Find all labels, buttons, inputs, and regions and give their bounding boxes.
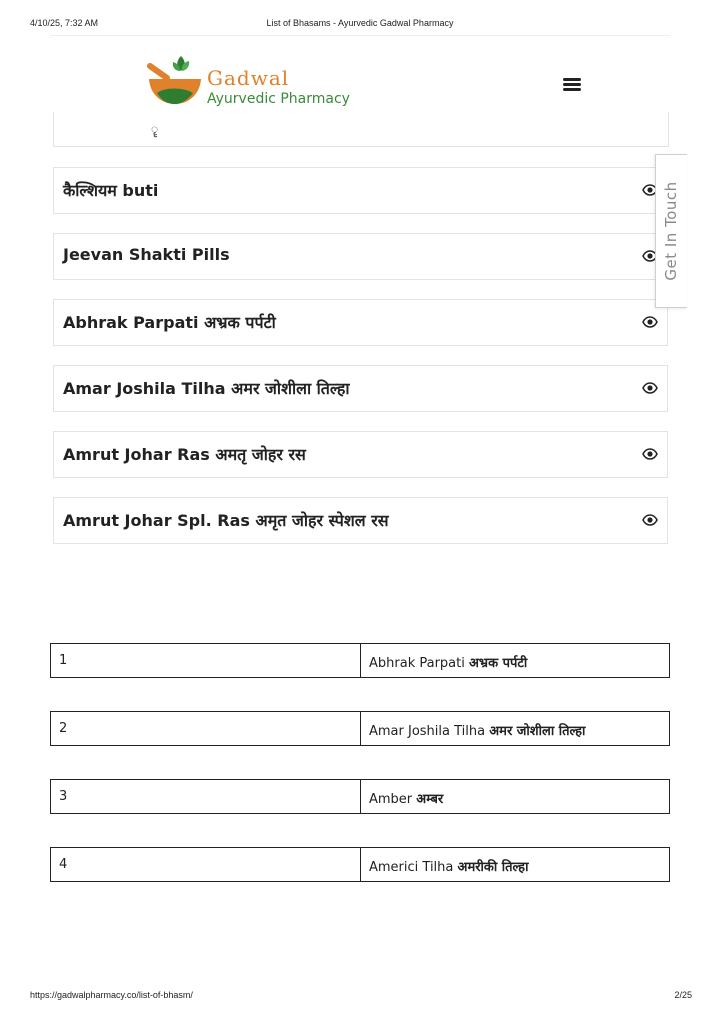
- eye-icon[interactable]: [642, 512, 658, 528]
- row-name-en: Americi Tilha: [369, 860, 454, 875]
- row-number-cell: [51, 644, 361, 677]
- row-name-en: Amar Joshila Tilha: [369, 724, 486, 739]
- print-footer: [0, 990, 720, 1006]
- table-row: [50, 779, 670, 814]
- list-item-partial: ॄ: [53, 112, 669, 147]
- eye-icon[interactable]: [642, 380, 658, 396]
- row-name-hi: अम्बर: [416, 792, 444, 807]
- row-name-hi: अभ्रक पर्पटी: [469, 656, 528, 671]
- row-name-cell: [369, 653, 527, 671]
- print-datetime: 4/10/25, 7:32 AM: [30, 18, 99, 28]
- product-item[interactable]: [53, 233, 668, 280]
- table-row: [50, 847, 670, 882]
- row-name-cell: [369, 789, 443, 807]
- page-number: 2/25: [674, 990, 692, 1000]
- row-number: 1: [59, 653, 68, 668]
- row-number: 4: [59, 857, 68, 872]
- product-item[interactable]: [53, 167, 668, 214]
- row-number: 2: [59, 721, 68, 736]
- get-in-touch-tab[interactable]: [655, 154, 687, 308]
- product-item[interactable]: [53, 497, 668, 544]
- product-label: Abhrak Parpati अभ्रक पर्पटी: [63, 313, 276, 332]
- row-number-cell: [51, 848, 361, 881]
- row-name-cell: [369, 721, 585, 739]
- row-number-cell: [51, 780, 361, 813]
- row-name-en: Amber: [369, 792, 413, 807]
- header-divider: [50, 35, 670, 36]
- row-name-en: Abhrak Parpati: [369, 656, 465, 671]
- table-row: [50, 643, 670, 678]
- product-label: कैल्शियम buti: [63, 181, 159, 200]
- product-label: Amar Joshila Tilha अमर जोशीला तिल्हा: [63, 379, 350, 398]
- hamburger-icon[interactable]: [563, 78, 581, 92]
- print-page-title: List of Bhasams - Ayurvedic Gadwal Pharmacy: [266, 18, 454, 28]
- print-header: [0, 14, 720, 30]
- row-number: 3: [59, 789, 68, 804]
- get-in-touch-label: Get In Touch: [662, 181, 680, 281]
- eye-icon[interactable]: [642, 446, 658, 462]
- product-item[interactable]: [53, 431, 668, 478]
- product-label: Jeevan Shakti Pills: [63, 245, 230, 264]
- brand-subtitle: Ayurvedic Pharmacy: [207, 91, 350, 107]
- row-name-hi: अमर जोशीला तिल्हा: [489, 724, 586, 739]
- product-label: Amrut Johar Spl. Ras अमृत जोहर स्पेशल रस: [63, 511, 389, 530]
- mortar-leaf-logo-icon: [145, 52, 205, 112]
- row-number-cell: [51, 712, 361, 745]
- table-row: [50, 711, 670, 746]
- site-logo[interactable]: [145, 52, 360, 112]
- page-url: https://gadwalpharmacy.co/list-of-bhasm/: [30, 990, 193, 1000]
- brand-name: Gadwal: [207, 66, 290, 90]
- row-name-cell: [369, 857, 528, 875]
- eye-icon[interactable]: [642, 314, 658, 330]
- product-item[interactable]: [53, 299, 668, 346]
- product-item[interactable]: [53, 365, 668, 412]
- row-name-hi: अमरीकी तिल्हा: [457, 860, 529, 875]
- product-label: Amrut Johar Ras अमतृ जोहर रस: [63, 445, 306, 464]
